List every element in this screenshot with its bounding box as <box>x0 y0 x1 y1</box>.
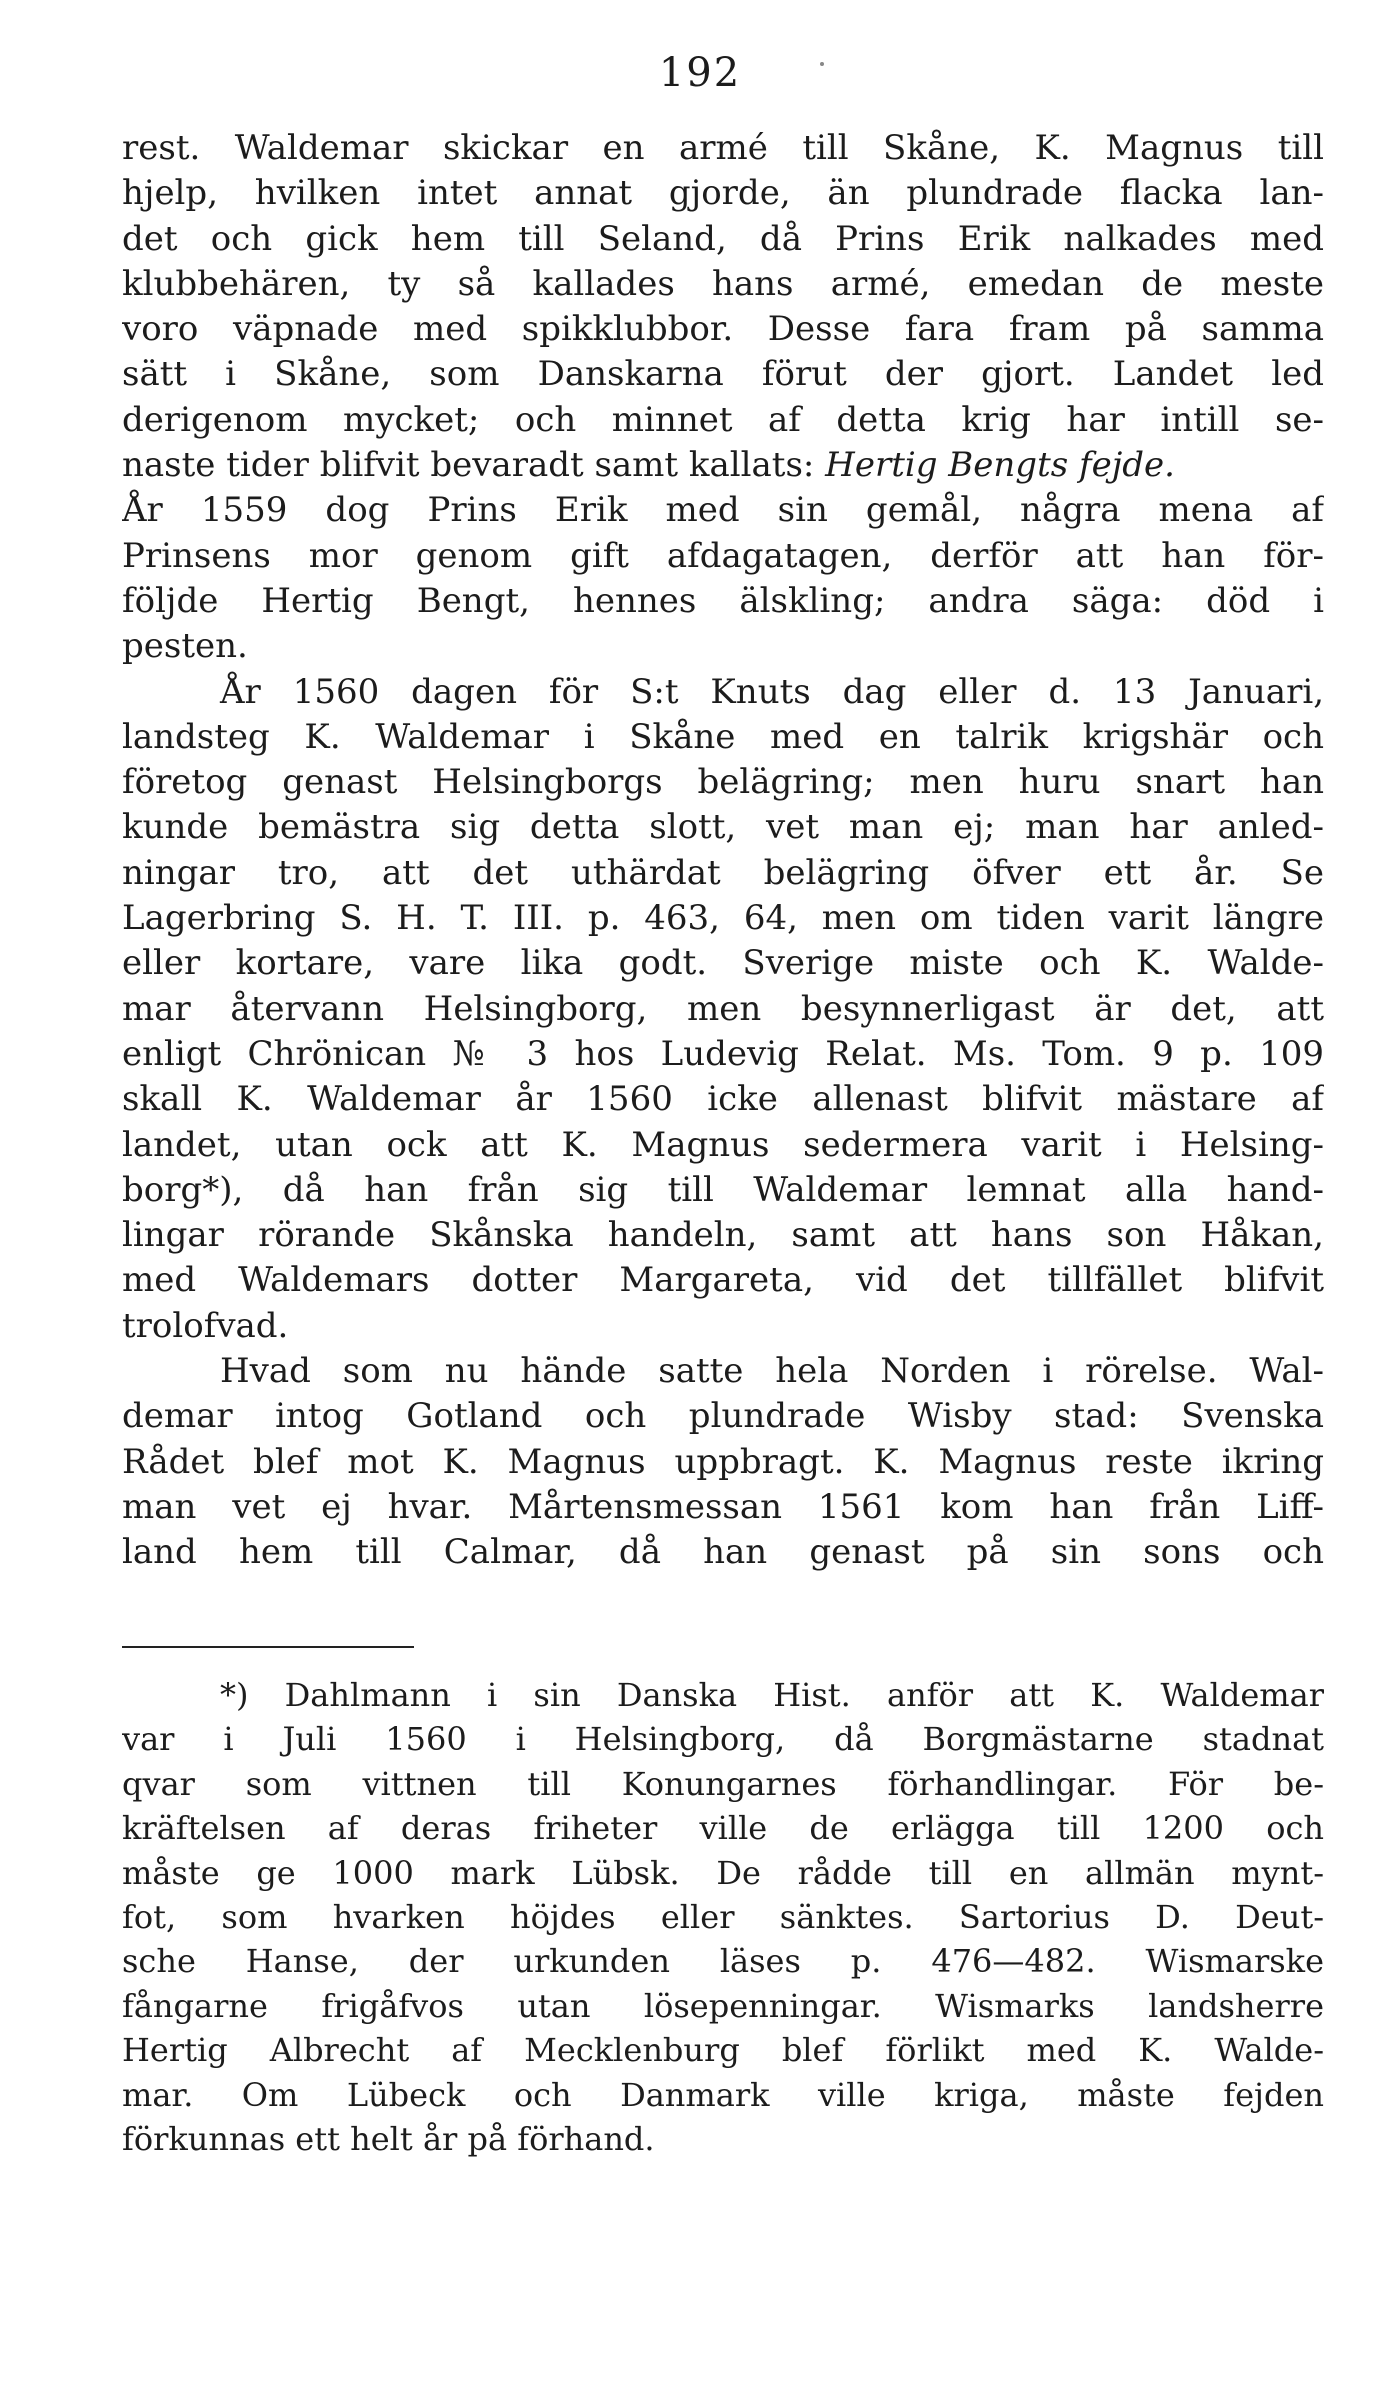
footnote-line: fångarne frigåfvos utan lösepenningar. Wismarks landsherre <box>122 1986 1324 2025</box>
footnote-line: *) Dahlmann i sin Danska Hist. anför att K. Waldemar <box>220 1676 1324 1714</box>
text-line: lingar rörande Skånska handeln, samt att hans son Håkan, <box>122 1215 1324 1256</box>
text-line: enligt Chrönican № 3 hos Ludevig Relat. Ms. Tom. 9 p. 109 <box>122 1033 1324 1074</box>
page-number: 192 <box>658 50 742 96</box>
text-line: hjelp, hvilken intet annat gjorde, än plundrade flacka lan- <box>122 173 1324 214</box>
text-line: derigenom mycket; och minnet af detta krig har intill se- <box>122 399 1324 440</box>
text-line: borg*), då han från sig till Waldemar lemnat alla hand- <box>122 1169 1324 1210</box>
text-line: landsteg K. Waldemar i Skåne med en talrik krigshär och <box>122 716 1324 757</box>
footnote-line: mar. Om Lübeck och Danmark ville kriga, måste fejden <box>122 2075 1324 2114</box>
text-line: följde Hertig Bengt, hennes älskling; andra säga: död i <box>122 580 1324 621</box>
footnote-line: förkunnas ett helt år på förhand. <box>122 2119 655 2158</box>
print-speck <box>820 62 824 66</box>
text-line: trolofvad. <box>122 1305 289 1346</box>
text-line: demar intog Gotland och plundrade Wisby stad: Svenska <box>122 1396 1324 1437</box>
footnote-line: qvar som vittnen till Konungarnes förhandlingar. För be- <box>122 1764 1324 1803</box>
footnote-divider <box>122 1646 414 1648</box>
text-line: man vet ej hvar. Mårtensmessan 1561 kom han från Liff- <box>122 1486 1324 1527</box>
paragraph-start-line: Hvad som nu hände satte hela Norden i rörelse. Wal- <box>220 1351 1324 1392</box>
text-line: eller kortare, vare lika godt. Sverige miste och K. Walde- <box>122 943 1324 984</box>
text-line: skall K. Waldemar år 1560 icke allenast blifvit mästare af <box>122 1079 1324 1120</box>
text-line: rest. Waldemar skickar en armé till Skåne, K. Magnus till <box>122 128 1324 168</box>
text-line: pesten. <box>122 626 248 667</box>
text-line: kunde bemästra sig detta slott, vet man ej; man har anled- <box>122 807 1324 848</box>
footnote-line: var i Juli 1560 i Helsingborg, då Borgmästarne stadnat <box>122 1720 1324 1759</box>
text-line: mar återvann Helsingborg, men besynnerligast är det, att <box>122 988 1324 1029</box>
footnote <box>122 1673 1324 2161</box>
text-line <box>122 443 1324 488</box>
paragraph-start-line: År 1560 dagen för S:t Knuts dag eller d. 13 Januari, <box>220 671 1324 712</box>
text-line: land hem till Calmar, då han genast på sin sons och <box>122 1532 1324 1573</box>
footnote-line: sche Hanse, der urkunden läses p. 476—482. Wismarske <box>122 1942 1324 1981</box>
italic-phrase: Hertig Bengts fejde. <box>825 445 1175 486</box>
main-text <box>122 126 1324 1576</box>
footnote-line: kräftelsen af deras friheter ville de erlägga till 1200 och <box>122 1809 1324 1848</box>
text-line: det och gick hem till Seland, då Prins Erik nalkades med <box>122 218 1324 259</box>
text-line-start: naste tider blifvit bevaradt samt kallats: <box>122 445 826 486</box>
text-line: ningar tro, att det uthärdat belägring öfver ett år. Se <box>122 852 1324 893</box>
text-line: Prinsens mor genom gift afdagatagen, derför att han för- <box>122 535 1324 576</box>
text-line: voro väpnade med spikklubbor. Desse fara fram på samma <box>122 309 1324 350</box>
text-line: med Waldemars dotter Margareta, vid det tillfället blifvit <box>122 1260 1324 1301</box>
text-line: landet, utan ock att K. Magnus sedermera varit i Helsing- <box>122 1124 1324 1165</box>
text-line: sätt i Skåne, som Danskarna förut der gjort. Landet led <box>122 354 1324 395</box>
text-line: företog genast Helsingborgs belägring; men huru snart han <box>122 762 1324 803</box>
text-line: Lagerbring S. H. T. III. p. 463, 64, men om tiden varit längre <box>122 898 1324 939</box>
text-line: klubbehären, ty så kallades hans armé, emedan de meste <box>122 263 1324 304</box>
footnote-line: fot, som hvarken höjdes eller sänktes. Sartorius D. Deut- <box>122 1897 1324 1936</box>
footnote-line: måste ge 1000 mark Lübsk. De rådde till en allmän mynt- <box>122 1853 1324 1892</box>
text-line: Rådet blef mot K. Magnus uppbragt. K. Magnus reste ikring <box>122 1441 1324 1482</box>
text-line: År 1559 dog Prins Erik med sin gemål, några mena af <box>122 490 1324 531</box>
footnote-line: Hertig Albrecht af Mecklenburg blef förlikt med K. Walde- <box>122 2031 1324 2070</box>
